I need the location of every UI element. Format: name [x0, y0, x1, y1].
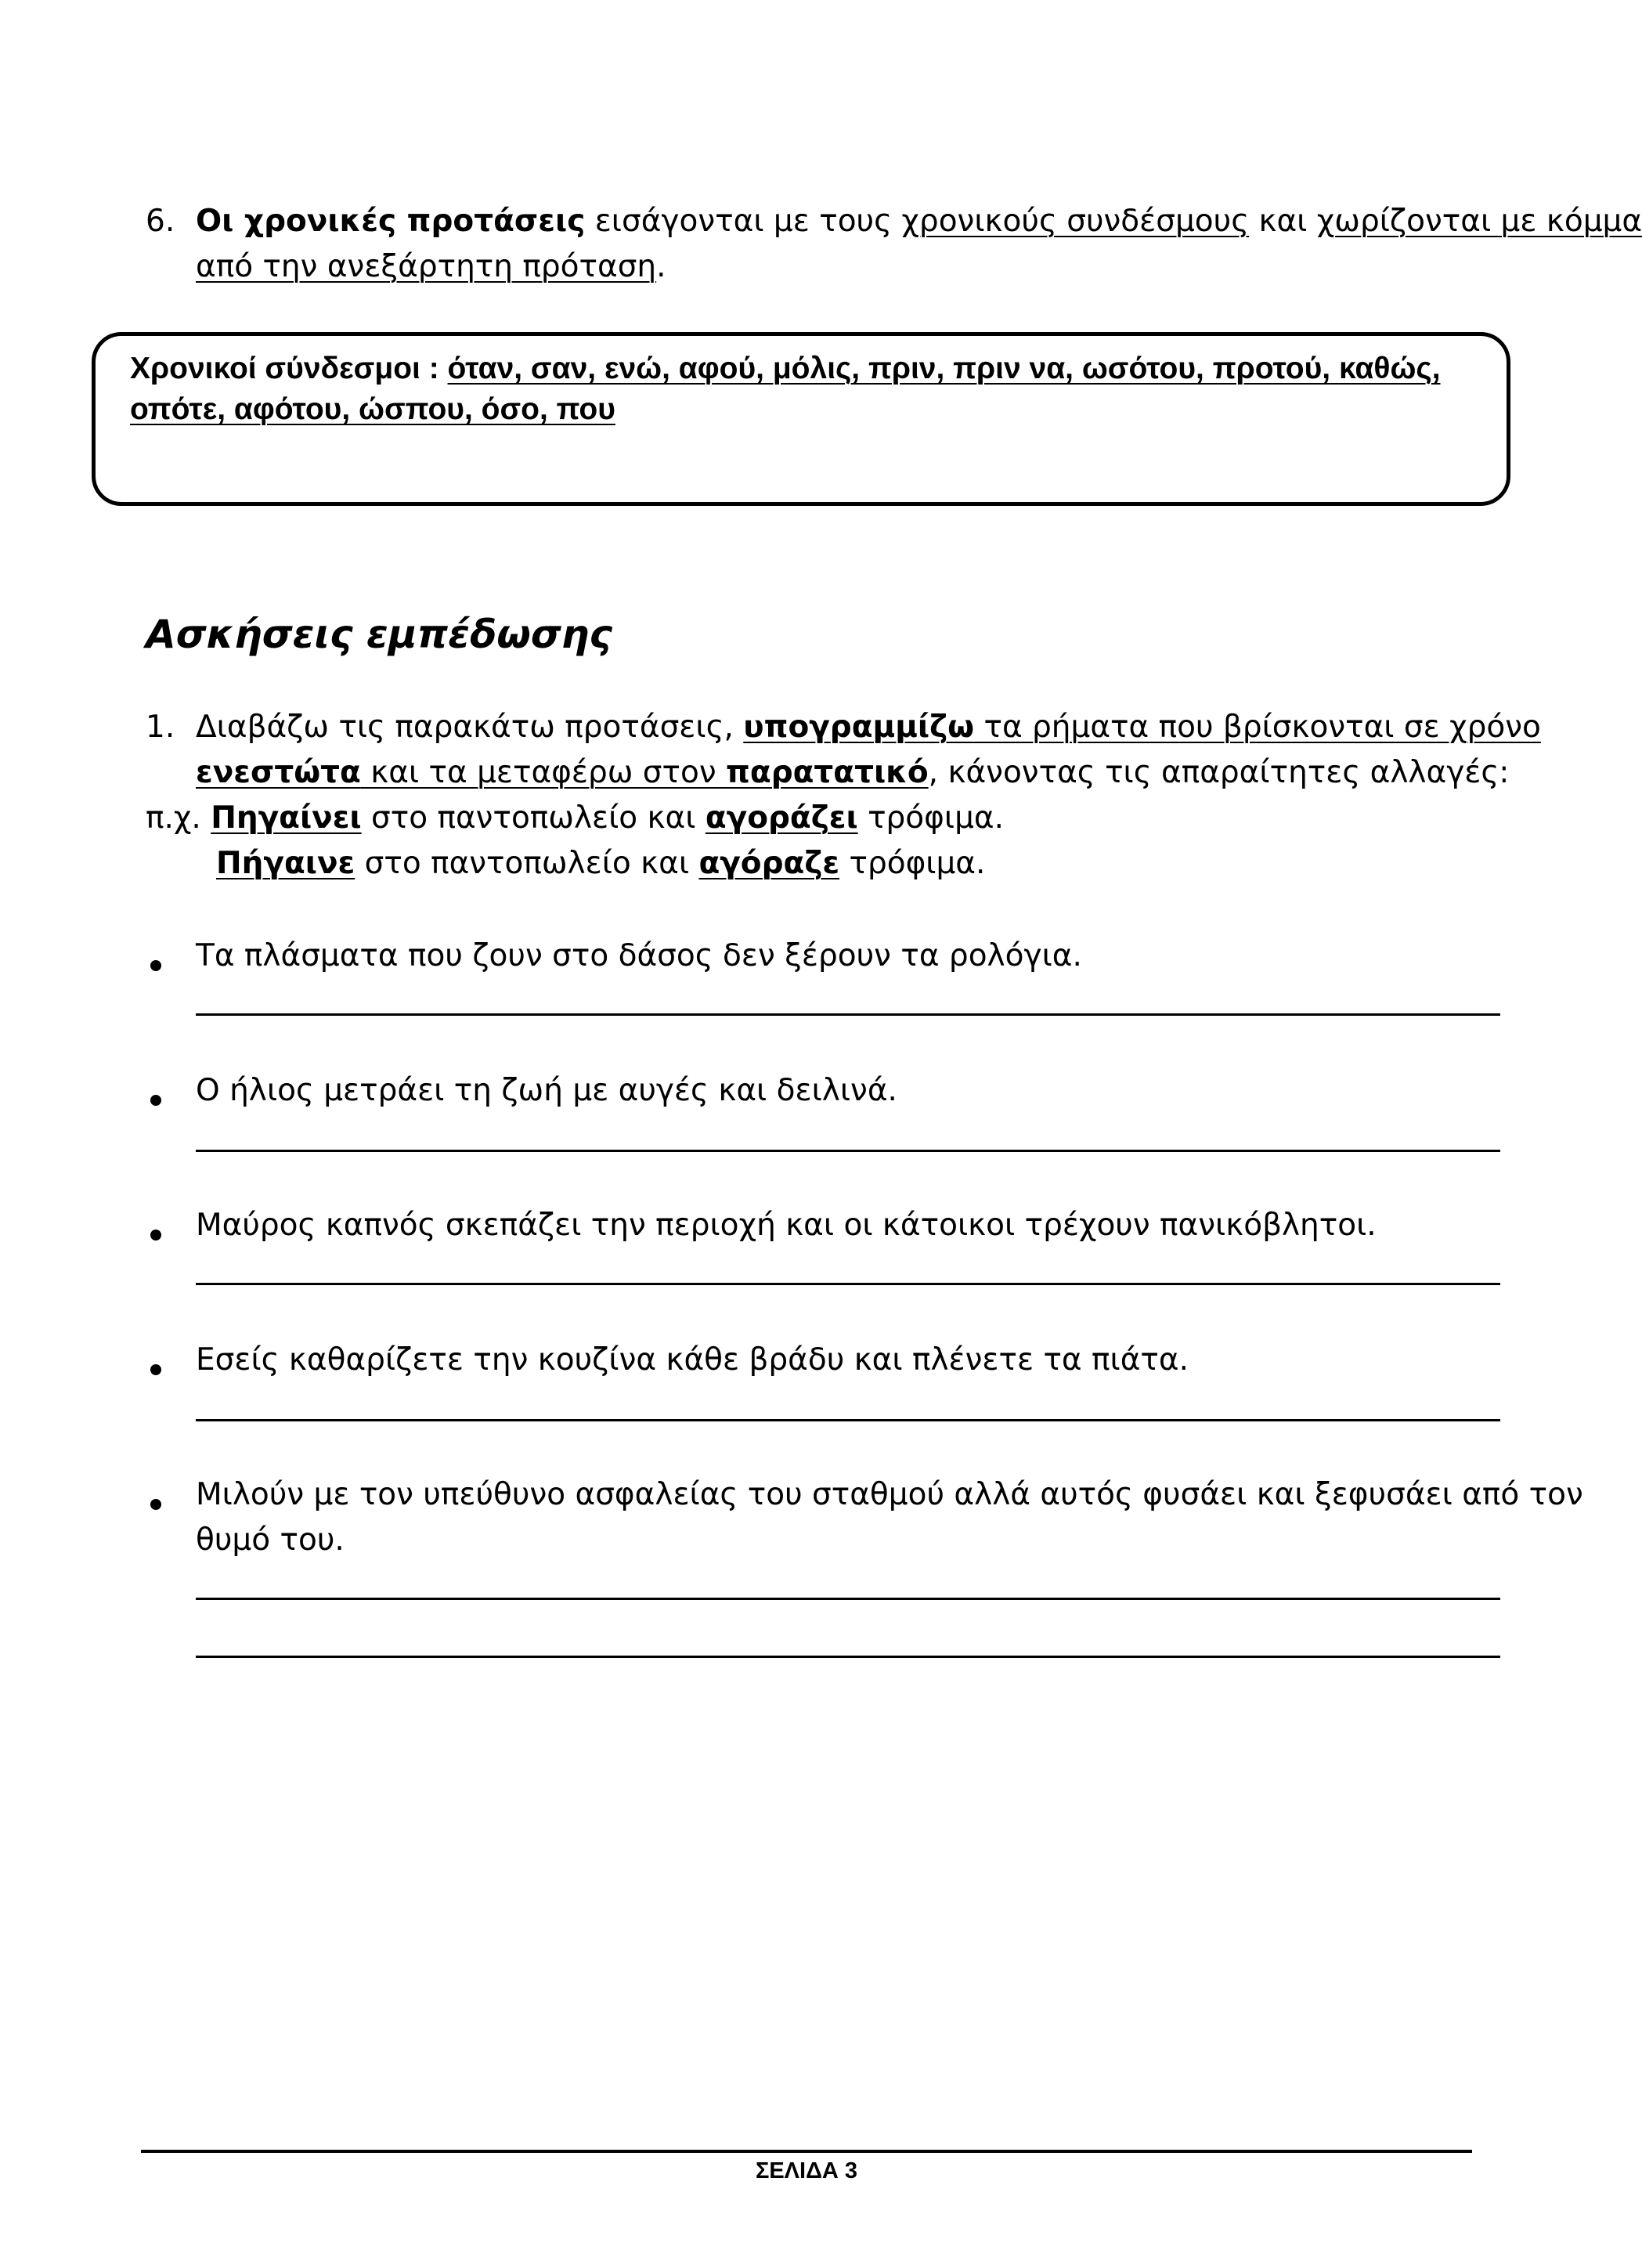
- example-verb: αγόραζε: [698, 846, 840, 881]
- answer-line[interactable]: [196, 1013, 1500, 1016]
- answer-line[interactable]: [196, 1656, 1500, 1658]
- answer-line[interactable]: [196, 1150, 1500, 1152]
- rule-text: .: [656, 249, 666, 284]
- bullet-icon: [150, 960, 161, 971]
- exercise-sentence-continued: θυμό του.: [196, 1522, 345, 1558]
- bullet-icon: [150, 1095, 161, 1106]
- rule-text: εισάγονται με τους: [585, 204, 902, 239]
- rule-underlined-text: από την ανεξάρτητη πρόταση: [196, 249, 657, 284]
- rule-6-line-1: [196, 199, 1642, 244]
- section-heading: Ασκήσεις εμπέδωσης: [146, 612, 613, 657]
- instruction-underlined-text: και τα μεταφέρω στον: [360, 755, 727, 790]
- answer-line[interactable]: [196, 1419, 1500, 1421]
- example-present: [146, 796, 1004, 841]
- exercise-sentence: Τα πλάσματα που ζουν στο δάσος δεν ξέρουν τα ρολόγια.: [196, 938, 1082, 973]
- footer-divider: [141, 2150, 1472, 2153]
- exercise-number: 1.: [146, 710, 175, 745]
- answer-line[interactable]: [196, 1283, 1500, 1285]
- rule-underlined-text: χρονικούς συνδέσμους: [901, 204, 1250, 239]
- bullet-icon: [150, 1499, 161, 1510]
- example-verb: Πήγαινε: [216, 846, 355, 881]
- rule-underlined-text: χωρίζονται με κόμμα: [1316, 204, 1642, 239]
- page-number: ΣΕΛΙΔΑ 3: [755, 2158, 858, 2183]
- example-text: τρόφιμα.: [839, 846, 986, 881]
- instruction-text: , κάνοντας τις απαραίτητες αλλαγές:: [928, 755, 1510, 790]
- instruction-keyword: υπογραμμίζω: [743, 710, 975, 745]
- exercise-instruction-line-1: [196, 705, 1541, 750]
- rule-6-line-2: [196, 244, 666, 290]
- example-text: στο παντοπωλείο και: [355, 846, 699, 881]
- exercise-sentence: Μαύρος καπνός σκεπάζει την περιοχή και οι κάτοικοι τρέχουν πανικόβλητοι.: [196, 1208, 1377, 1243]
- example-verb: αγοράζει: [705, 800, 858, 836]
- example-past: [216, 841, 985, 887]
- conjunctions-label: Χρονικοί σύνδεσμοι :: [130, 352, 448, 385]
- exercise-sentence: Μιλούν με τον υπεύθυνο ασφαλείας του σταθμού αλλά αυτός φυσάει και ξεφυσάει από τον: [196, 1477, 1583, 1512]
- instruction-keyword: παρατατικό: [726, 755, 929, 790]
- bullet-icon: [150, 1230, 161, 1241]
- instruction-keyword: ενεστώτα: [196, 755, 361, 790]
- answer-line[interactable]: [196, 1598, 1500, 1600]
- example-text: τρόφιμα.: [857, 800, 1005, 836]
- example-text: στο παντοπωλείο και: [361, 800, 706, 836]
- exercise-sentence: Εσείς καθαρίζετε την κουζίνα κάθε βράδυ και πλένετε τα πιάτα.: [196, 1342, 1189, 1378]
- rule-number: 6.: [146, 204, 175, 239]
- exercise-instruction-line-2: [196, 750, 1509, 796]
- conjunctions-text: [130, 349, 1492, 430]
- example-prefix: π.χ.: [146, 800, 211, 836]
- exercise-sentence: Ο ήλιος μετράει τη ζωή με αυγές και δειλινά.: [196, 1073, 897, 1108]
- bullet-icon: [150, 1364, 161, 1375]
- rule-text: και: [1249, 204, 1317, 239]
- example-verb: Πηγαίνει: [211, 800, 362, 836]
- rule-subject: Οι χρονικές προτάσεις: [196, 204, 586, 239]
- instruction-text: Διαβάζω τις παρακάτω προτάσεις,: [196, 710, 744, 745]
- conjunctions-list: όταν, σαν, ενώ, αφού, μόλις, πριν, πριν να, ωσότου, προτού, καθώς, οπότε, αφότου, ώσπου, όσο, που: [130, 352, 1441, 426]
- instruction-underlined-text: τα ρήματα που βρίσκονται σε χρόνο: [974, 710, 1541, 745]
